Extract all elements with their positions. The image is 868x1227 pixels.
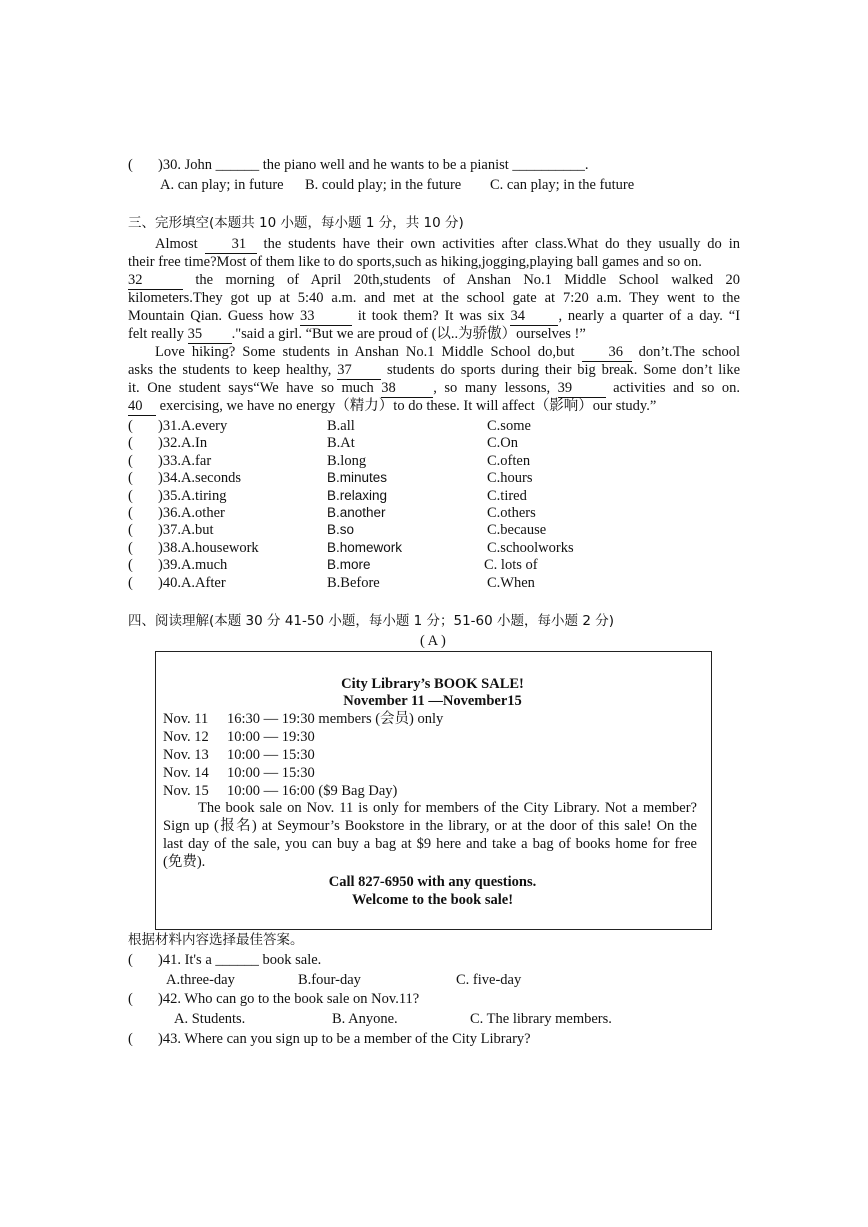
text-segment: it. One student says“We have so much xyxy=(128,380,374,396)
option-c: C.some xyxy=(487,418,531,434)
answer-paren: ( xyxy=(128,452,133,469)
option-b: B.Before xyxy=(327,574,380,591)
notice-body-line: (免费). xyxy=(163,854,206,870)
option-a: )33.A.far xyxy=(158,452,212,469)
option-b: B.relaxing xyxy=(327,487,388,503)
passage-line xyxy=(128,272,740,290)
text-segment: exercising, we have no energy（精力）to do these. It will affect（影响）our study.” xyxy=(159,398,657,414)
option-a: )34.A.seconds xyxy=(158,470,241,487)
option-a: )35.A.tiring xyxy=(158,487,227,504)
option-row xyxy=(128,522,728,539)
option-a: A. can play; in future xyxy=(160,177,284,193)
option-c: C.hours xyxy=(487,470,533,487)
option-b: B.long xyxy=(327,452,367,469)
blank-36: 36 xyxy=(582,345,632,362)
answer-paren: ( xyxy=(128,470,133,487)
text-segment: it took them? It was six xyxy=(357,308,505,324)
answer-paren: ( xyxy=(128,574,133,591)
blank: ______ xyxy=(215,157,260,173)
schedule-day: Nov. 15 xyxy=(163,783,209,799)
passage-line xyxy=(128,362,740,380)
option-c: C.schoolworks xyxy=(487,539,574,556)
notice-body-line: Sign up (报名) at Seymour’s Bookstore in the library, or at the door of this sale! On the xyxy=(163,818,697,834)
passage-label: ( A ) xyxy=(420,633,446,649)
blank-33: 33 xyxy=(300,309,352,326)
answer-paren: ( xyxy=(128,522,133,539)
passage-line xyxy=(128,398,740,416)
answer-paren: ( xyxy=(128,157,133,173)
option-b: B.homework xyxy=(327,539,403,555)
option-b: B.more xyxy=(327,557,371,573)
option-row xyxy=(128,557,728,574)
option-b: B. Anyone. xyxy=(332,1011,398,1027)
question-end: . xyxy=(584,157,589,173)
option-row xyxy=(128,540,728,557)
blank-39: 39 xyxy=(558,381,606,398)
notice-body xyxy=(163,800,697,872)
option-row xyxy=(128,470,728,487)
text-segment: felt really xyxy=(128,326,184,342)
reading-instruction: 根据材料内容选择最佳答案。 xyxy=(128,932,304,948)
option-b: B.all xyxy=(327,418,355,434)
passage-line: their free time?Most of them like to do sports,such as hiking,jogging,playing ball games and so on. xyxy=(128,254,702,270)
option-c: C. The library members. xyxy=(470,1011,612,1027)
text-segment: students do sports during their big break. Some don’t like xyxy=(387,362,741,378)
option-row xyxy=(128,488,728,505)
text-segment: Mountain Qian. Guess how xyxy=(128,308,295,324)
text-segment: , nearly a quarter of a day. “I xyxy=(558,308,741,324)
option-b: B.so xyxy=(327,522,355,538)
notice-dates: November 11 —November15 xyxy=(343,693,522,709)
text-segment: the students have their own activities after class.What do they usually do in xyxy=(263,236,740,252)
option-b: B.minutes xyxy=(327,470,388,486)
option-a: )37.A.but xyxy=(158,522,214,539)
blank-40: 40 xyxy=(128,399,156,416)
option-a: )39.A.much xyxy=(158,557,228,574)
question-text: )42. Who can go to the book sale on Nov.11? xyxy=(158,991,420,1007)
answer-paren: ( xyxy=(128,952,133,968)
question-42 xyxy=(128,991,419,1009)
text-segment: , so many lessons, xyxy=(433,380,551,396)
blank: __________ xyxy=(512,157,585,173)
answer-paren: ( xyxy=(128,487,133,504)
answer-paren: ( xyxy=(128,1031,133,1047)
question-number: )30. John xyxy=(158,157,212,173)
blank-34: 34 xyxy=(510,309,558,326)
option-b: B.another xyxy=(327,505,386,520)
text-segment: activities and so on. xyxy=(613,380,741,396)
notice-body-line: last day of the sale, you can buy a bag at $9 here and take a bag of books home for free xyxy=(163,836,697,852)
text-segment: asks the students to keep healthy, xyxy=(128,362,332,378)
blank-37: 37 xyxy=(337,363,381,380)
option-row xyxy=(128,418,728,435)
blank-38: 38 xyxy=(381,381,433,398)
schedule-day: Nov. 13 xyxy=(163,747,209,763)
blank-31: 31 xyxy=(205,237,257,254)
option-a: )38.A.housework xyxy=(158,539,259,556)
option-c: C.When xyxy=(487,574,535,591)
question-text: the piano well and he wants to be a pianist xyxy=(262,157,509,173)
schedule-time: 10:00 — 19:30 xyxy=(227,729,315,745)
cloze-passage xyxy=(128,236,740,416)
question-text: )43. Where can you sign up to be a member of the City Library? xyxy=(158,1031,531,1047)
section-4-heading: 四、阅读理解(本题 30 分 41-50 小题，每小题 1 分；51-60 小题，每小题 2 分) xyxy=(128,613,614,629)
option-a: A. Students. xyxy=(174,1011,246,1027)
option-c: C.tired xyxy=(487,487,527,504)
option-b: B. could play; in the future xyxy=(305,177,462,193)
option-a: )31.A.every xyxy=(158,418,228,434)
option-c: C.because xyxy=(487,522,547,539)
option-b: B.At xyxy=(327,435,355,452)
option-c: C. five-day xyxy=(456,972,522,988)
option-a: )40.A.After xyxy=(158,574,226,591)
schedule-day: Nov. 14 xyxy=(163,765,209,781)
notice-call: Call 827-6950 with any questions. xyxy=(328,874,537,890)
option-row xyxy=(128,435,728,452)
schedule-day: Nov. 11 xyxy=(163,711,209,727)
question-41 xyxy=(128,952,321,970)
answer-paren: ( xyxy=(128,505,133,521)
answer-paren: ( xyxy=(128,435,133,452)
option-c: C.others xyxy=(487,505,536,521)
schedule-time: 16:30 — 19:30 members (会员) only xyxy=(227,711,444,727)
text-segment: the morning of April 20th,students of Anshan No.1 Middle School walked 20 xyxy=(195,272,740,288)
answer-paren: ( xyxy=(128,557,133,574)
option-b: B.four-day xyxy=(298,972,361,988)
passage-line xyxy=(128,380,740,398)
option-a: )36.A.other xyxy=(158,505,225,521)
blank-32: 32 xyxy=(128,273,183,290)
option-c: C. can play; in the future xyxy=(490,177,635,193)
option-a: )32.A.In xyxy=(158,435,208,452)
notice-title: City Library’s BOOK SALE! xyxy=(341,676,524,692)
option-c: C.often xyxy=(487,452,531,469)
question-43 xyxy=(128,1031,531,1049)
passage-line xyxy=(128,326,740,344)
schedule-time: 10:00 — 15:30 xyxy=(227,765,315,781)
option-row xyxy=(128,505,728,522)
answer-paren: ( xyxy=(128,418,133,434)
passage-line xyxy=(128,236,740,254)
section-3-heading: 三、完形填空(本题共 10 小题，每小题 1 分，共 10 分) xyxy=(128,215,464,231)
answer-paren: ( xyxy=(128,991,133,1007)
option-row xyxy=(128,575,728,592)
notice-body-line: The book sale on Nov. 11 is only for members of the City Library. Not a member? xyxy=(198,800,697,816)
blank-35: 35 xyxy=(188,327,232,344)
option-c: C. lots of xyxy=(484,557,538,574)
answer-paren: ( xyxy=(128,539,133,556)
schedule-day: Nov. 12 xyxy=(163,729,209,745)
text-segment: don’t.The school xyxy=(638,344,741,360)
text-segment: Love hiking? Some students in Anshan No.1 Middle School do,but xyxy=(155,344,575,360)
notice-welcome: Welcome to the book sale! xyxy=(351,892,514,908)
option-c: C.On xyxy=(487,435,519,452)
passage-line: kilometers.They got up at 5:40 a.m. and met at the school gate at 7:20 a.m. They went to the xyxy=(128,290,740,306)
passage-line xyxy=(128,308,740,326)
schedule-time: 10:00 — 16:00 ($9 Bag Day) xyxy=(227,783,398,799)
question-text: )41. It's a ______ book sale. xyxy=(158,952,322,968)
question-30 xyxy=(128,157,589,175)
text-segment: ."said a girl. “But we are proud of (以..为骄傲）ourselves !” xyxy=(231,326,586,342)
passage-line xyxy=(128,344,740,362)
text-segment: Almost xyxy=(155,236,198,252)
schedule-time: 10:00 — 15:30 xyxy=(227,747,315,763)
option-row xyxy=(128,453,728,470)
option-a: A.three-day xyxy=(166,972,235,988)
